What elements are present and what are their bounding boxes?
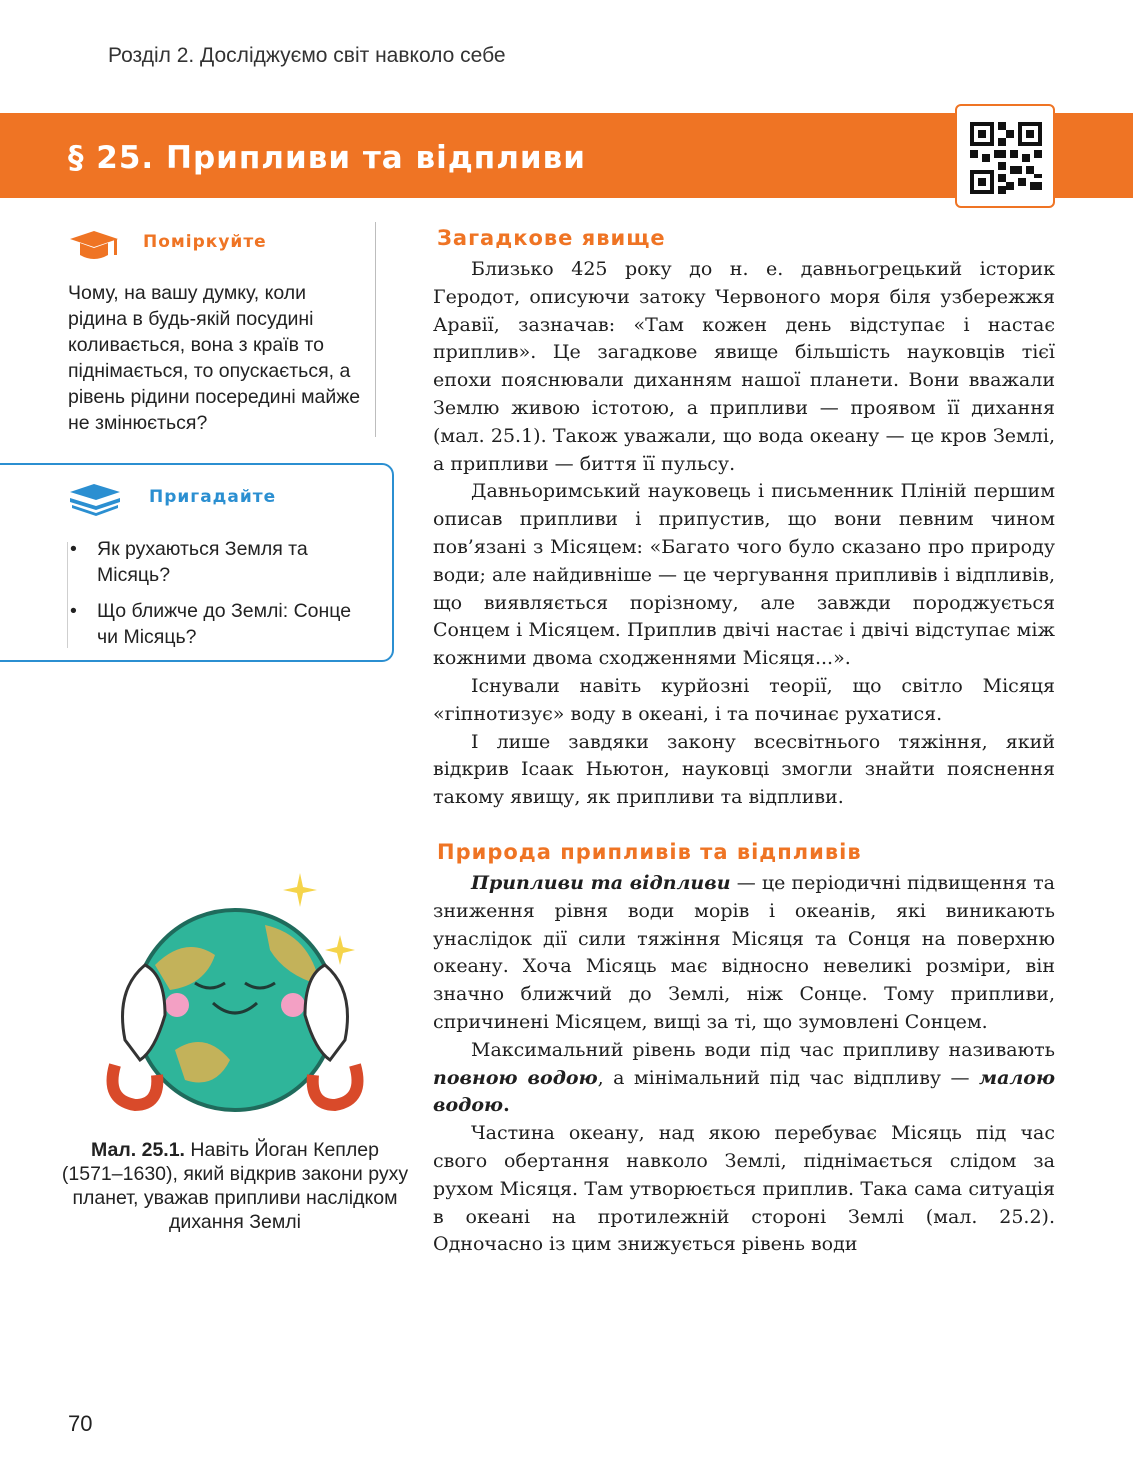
term: повною водою: [433, 1066, 598, 1089]
figure-caption: [60, 1138, 410, 1234]
section-heading: Природа припливів та відпливів: [437, 839, 862, 864]
remember-item: Як рухаються Земля та Місяць?: [97, 538, 308, 586]
paragraph-text: , а мінімальний під час відпливу —: [597, 1066, 980, 1089]
paragraph-text: — це періодичні підвищення та зниження рівня води морів і океанів, які виникають унаслідок дії сили тяжіння Місяця та Сонця на поверхню океану. Хоча Місяць має відносно невеликі розміри, він значно ближчий до Землі, ніж Сонце. Тому припливи, спричинені Місяцем, вищі за ті, що зумовлені Сонцем.: [433, 871, 1055, 1033]
paragraph-text: .: [503, 1094, 510, 1117]
main-text-column: [433, 226, 1055, 1259]
paragraph: Частина океану, над якою перебуває Місяць під час свого обертання навколо Землі, піднімається слідом за рухом Місяця. Там утворюється приплив. Така сама ситуація в океані на протилежній стороні Землі (мал. 25.2). Одночасно із цим знижується рівень води: [433, 1122, 1055, 1256]
paragraph: Близько 425 року до н. е. давньогрецький історик Геродот, описуючи затоку Червоного моря біля узбережжя Аравії, зазначав: «Там кожен день відступає і настає приплив». Це загадкове явище більшість науковців тієї епохи пояснювали диханням нашої планети. Вони вважали Землю живою істотою, а припливи — проявом її дихання (мал. 25.1). Також уважали, що вода океану — це кров Землі, а припливи — биття її пульсу.: [433, 258, 1055, 475]
remember-heading: Пригадайте: [149, 487, 277, 507]
remember-list: [68, 536, 368, 660]
qr-code[interactable]: [955, 104, 1055, 208]
remember-item: Що ближче до Землі: Сонце чи Місяць?: [97, 600, 352, 648]
graduation-cap-icon: [66, 227, 122, 265]
open-book-icon: [68, 478, 122, 518]
think-question: Чому, на вашу думку, коли рідина в будь-якій посудині коливається, вона з країв то піднімається, то опускається, а рівень рідини посередині майже не змінюється?: [68, 282, 361, 434]
list-item: [68, 598, 368, 650]
qr-code-icon: [970, 120, 1042, 196]
paragraph-text: Максимальний рівень води під час припливу називають: [471, 1038, 1055, 1061]
bullet-icon: •: [70, 600, 77, 622]
page-number: 70: [68, 1411, 93, 1436]
page-title: § 25. Припливи та відпливи: [68, 140, 586, 176]
paragraph: [433, 870, 1055, 1037]
breathing-earth-illustration: [95, 865, 375, 1120]
caption-text: Навіть Йоган Кеплер (1571–1630), який відкрив закони руху планет, уважав припливи наслідком дихання Землі: [61, 1139, 409, 1233]
list-item: [68, 536, 368, 588]
running-head: Розділ 2. Досліджуємо світ навколо себе: [108, 44, 506, 67]
think-divider: [375, 222, 376, 437]
bullet-icon: •: [70, 538, 77, 560]
section-heading: Загадкове явище: [437, 226, 666, 250]
term: Припливи та відпливи: [471, 871, 731, 894]
caption-label: Мал. 25.1.: [91, 1139, 185, 1161]
think-heading: Поміркуйте: [143, 232, 267, 252]
paragraph: [433, 1037, 1055, 1120]
paragraph: Давньоримський науковець і письменник Пліній першим описав припливи і припустив, що вони певним чином пов’язані з Місяцем: «Багато чого було сказано про природу води; але найдивніше — це чергування припливів і відпливів, що виявляється порізному, але завжди породжується Сонцем і Місяцем. Приплив двічі настає і двічі відступає між кожними двома сходженнями Місяця...».: [433, 480, 1055, 670]
paragraph: І лише завдяки закону всесвітнього тяжіння, який відкрив Ісаак Ньютон, науковці змогли знайти пояснення такому явищу, як припливи та відпливи.: [433, 730, 1055, 809]
term: малою водою: [433, 1066, 1056, 1117]
paragraph: Існували навіть курйозні теорії, що світло Місяця «гіпнотизує» воду в океані, і та починає рухатися.: [433, 674, 1055, 725]
